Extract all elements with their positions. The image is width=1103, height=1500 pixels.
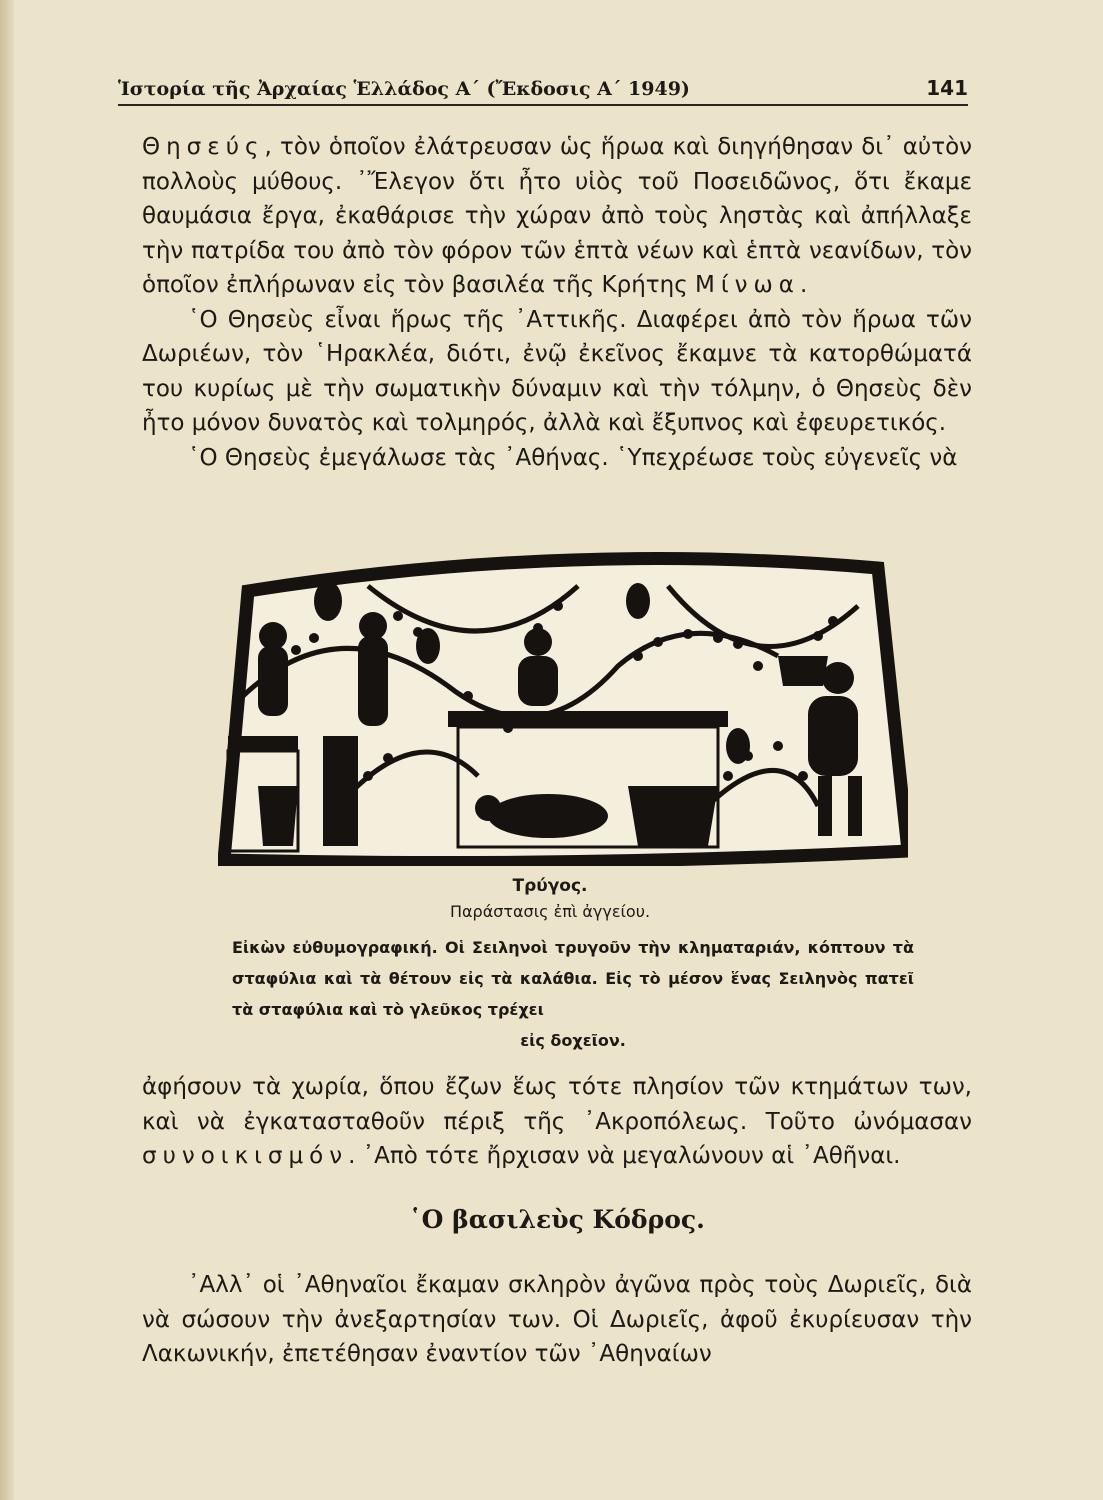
header-rule (118, 104, 968, 106)
paragraph-synoikismos-start: ῾Ο Θησεὺς ἐμεγάλωσε τὰς ᾽Αθήνας. ῾Υπεχρέωσε τοὺς εὐγενεῖς νὰ (188, 444, 958, 471)
paragraph-kodros: ᾽Αλλ᾽ οἱ ᾽Αθηναῖοι ἔκαμαν σκληρὸν ἀγῶνα πρὸς τοὺς Δωριεῖς, διὰ νὰ σώσουν τὴν ἀνεξαρτησίαν των. Οἱ Δωριεῖς, ἀφοῦ ἐκυρίευσαν τὴν Λακωνικήν, ἐπετέθησαν ἐναντίον τῶν ᾽Αθηναίων (142, 1272, 972, 1367)
text-block-bottom (142, 1268, 972, 1372)
text-block-top (142, 130, 972, 475)
figure-subtitle: Παράστασις ἐπὶ ἀγγείου. (449, 902, 651, 921)
paragraph-end: . ᾽Απὸ τότε ἤρχισαν νὰ μεγαλώνουν αἱ ᾽Αθῆναι. (348, 1143, 901, 1169)
spaced-word: Μίνωα (695, 272, 800, 298)
running-head (118, 76, 968, 106)
paragraph-synoikismos-cont (142, 1070, 972, 1174)
paragraph-theseus-intro (142, 130, 972, 303)
figure-description-text: Εἰκὼν εὐθυμογραφική. Οἱ Σειληνοὶ τρυγοῦν τὴν κληματαριάν, κόπτουν τὰ σταφύλια καὶ τὰ θέτουν εἰς τὰ καλάθια. Εἰς τὸ μέσον ἕνας Σειληνὸς πατεῖ τὰ σταφύλια καὶ τὸ γλεῦκος τρέχει (232, 938, 914, 1019)
page-number: 141 (926, 76, 968, 100)
vase-painting-figure (218, 546, 908, 866)
text-block-middle (142, 1070, 972, 1174)
running-title: Ἱστορία τῆς Ἀρχαίας Ἑλλάδος Α΄ (Ἔκδοσις Α΄ 1949) (118, 78, 690, 100)
figure-title: Τρύγος. (512, 876, 588, 896)
paragraph-text: , τὸν ὁποῖον ἐλάτρευσαν ὡς ἥρωα καὶ διηγήθησαν δι᾽ αὐτὸν πολλοὺς μύθους. ᾽Ἔλεγον ὅτι ἦτο υἱὸς τοῦ Ποσειδῶνος, ὅτι ἔκαμε θαυμάσια ἔργα, ἐκαθάρισε τὴν χώραν ἀπὸ τοὺς ληστὰς καὶ ἀπήλλαξε τὴν πατρίδα του ἀπὸ τὸν φόρον τῶν ἑπτὰ νέων καὶ ἑπτὰ νεανίδων, τὸν ὁποῖον ἐπλήρωναν εἰς τὸν βασιλέα τῆς Κρήτης (142, 134, 972, 298)
paragraph-end: . (799, 272, 808, 298)
paragraph-theseus-hero: ῾Ο Θησεὺς εἶναι ἥρως τῆς ᾽Αττικῆς. Διαφέρει ἀπὸ τὸν ἥρωα τῶν Δωριέων, τὸν ῾Ηρακλέα, διότι, ἐνῷ ἐκεῖνος ἔκαμνε τὰ κατορθώματά του κυρίως μὲ τὴν σωματικὴν δύναμιν καὶ τὴν τόλμην, ὁ Θησεὺς δὲν ἦτο μόνον δυνατὸς καὶ τολμηρός, ἀλλὰ καὶ ἔξυπνος καὶ ἐφευρετικός. (142, 306, 972, 436)
spaced-word: συνοικισμόν (142, 1143, 349, 1169)
page-edge (0, 0, 14, 1500)
spaced-word: Θησεύς (142, 134, 265, 160)
figure-description-last: εἰς δοχεῖον. (520, 1031, 626, 1050)
figure-description (232, 932, 914, 1056)
paragraph-text: ἀφήσουν τὰ χωρία, ὅπου ἔζων ἕως τότε πλησίον τῶν κτημάτων των, καὶ νὰ ἐγκατασταθοῦν πέριξ τῆς ᾽Ακροπόλεως. Τοῦτο ὠνόμασαν (142, 1074, 972, 1135)
section-heading: ῾Ο βασιλεὺς Κόδρος. (409, 1205, 705, 1234)
